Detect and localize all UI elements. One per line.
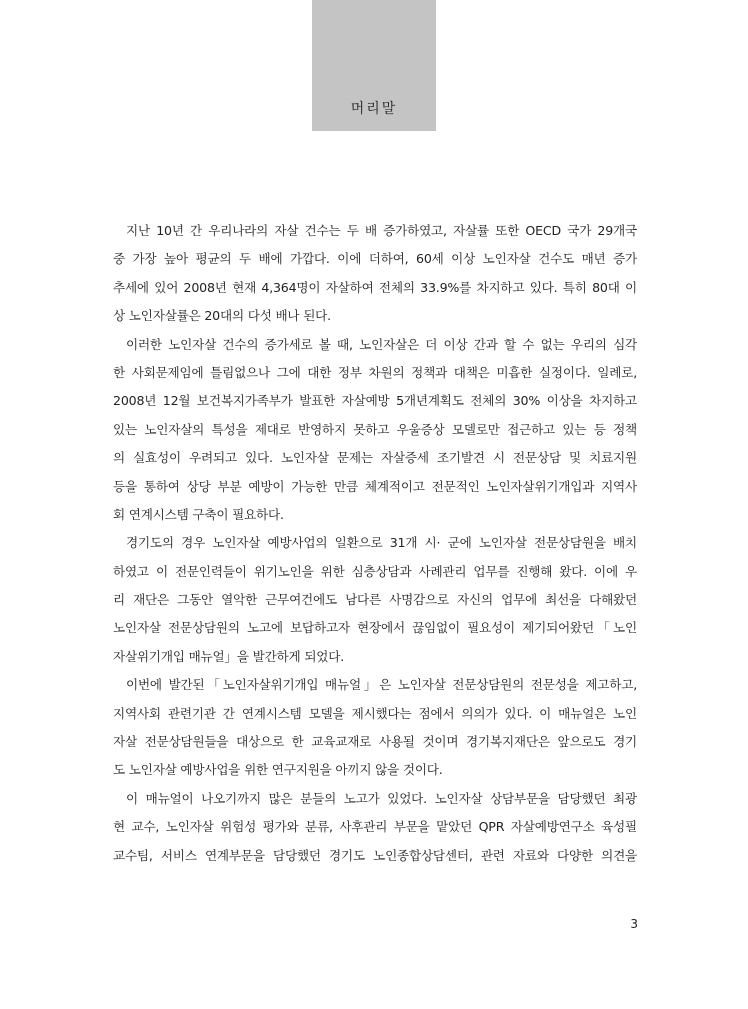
paragraph-line: 등을 통하여 상당 부분 예방이 가능한 만큼 체계적이고 전문적인 노인자살위기개입과 지역사 — [113, 478, 637, 494]
paragraph-line: 지역사회 관련기관 간 연계시스템 모델을 제시했다는 점에서 의의가 있다. 이 매뉴얼은 노인 — [113, 705, 637, 721]
paragraph-line: 한 사회문제임에 틀림없으나 그에 대한 정부 차원의 정책과 대책은 미흡한 실정이다. 일례로, — [113, 364, 637, 380]
paragraph-line: 있는 노인자살의 특성을 제대로 반영하지 못하고 우울증상 모델로만 접근하고 있는 등 정책 — [113, 421, 637, 437]
paragraph-line: 하였고 이 전문인력들이 위기노인을 위한 심층상담과 사례관리 업무를 진행해 왔다. 이에 우 — [113, 563, 637, 579]
paragraph-line: 이 매뉴얼이 나오기까지 많은 분들의 노고가 있었다. 노인자살 상담부문을 담당했던 최광 — [126, 790, 637, 806]
paragraph-line: 의 실효성이 우려되고 있다. 노인자살 문제는 자살증세 조기발견 시 전문상담 및 치료지원 — [113, 450, 637, 466]
header-tab — [312, 0, 436, 131]
paragraph-line: 노인자살 전문상담원의 노고에 보답하고자 현장에서 끊임없이 필요성이 제기되어왔던「노인 — [113, 620, 637, 636]
paragraph-line: 교수팀, 서비스 연계부문을 담당했던 경기도 노인종합상담센터, 관련 자료와 다양한 의견을 — [113, 847, 637, 863]
paragraph-line: 이번에 발간된「노인자살위기개입 매뉴얼」은 노인자살 전문상담원의 전문성을 제고하고, — [126, 677, 637, 693]
paragraph-line: 추세에 있어 2008년 현재 4,364명이 자살하여 전체의 33.9%를 차지하고 있다. 특히 80대 이 — [113, 279, 637, 295]
paragraph-line: 자살 전문상담원들을 대상으로 한 교육교재로 사용될 것이며 경기복지재단은 앞으로도 경기 — [113, 734, 637, 750]
page-number: 3 — [630, 917, 638, 931]
paragraph-line: 경기도의 경우 노인자살 예방사업의 일환으로 31개 시· 군에 노인자살 전문상담원을 배치 — [126, 535, 637, 551]
page-title: 머리말 — [350, 101, 398, 117]
paragraph-line: 이러한 노인자살 건수의 증가세로 볼 때, 노인자살은 더 이상 간과 할 수 없는 우리의 심각 — [126, 336, 637, 352]
paragraph-line: 지난 10년 간 우리나라의 자살 건수는 두 배 증가하였고, 자살률 또한 OECD 국가 29개국 — [126, 223, 637, 238]
body-text — [113, 217, 637, 870]
paragraph-line: 회 연계시스템 구축이 필요하다. — [113, 506, 284, 522]
paragraph-line: 도 노인자살 예방사업을 위한 연구지원을 아끼지 않을 것이다. — [113, 762, 443, 778]
paragraph-line: 2008년 12월 보건복지가족부가 발표한 자살예방 5개년계획도 전체의 30% 이상을 차지하고 — [113, 393, 637, 409]
paragraph-line: 현 교수, 노인자살 위험성 평가와 분류, 사후관리 부문을 맡았던 QPR 자살예방연구소 육성필 — [113, 819, 637, 835]
paragraph-line: 리 재단은 그동안 열악한 근무여건에도 남다른 사명감으로 자신의 업무에 최선을 다해왔던 — [113, 592, 637, 608]
paragraph-line: 중 가장 높아 평균의 두 배에 가깝다. 이에 더하여, 60세 이상 노인자살 건수도 매년 증가 — [113, 251, 637, 267]
paragraph-line: 자살위기개입 매뉴얼」을 발간하게 되었다. — [113, 648, 345, 664]
paragraph-line: 상 노인자살률은 20대의 다섯 배나 된다. — [113, 308, 331, 324]
